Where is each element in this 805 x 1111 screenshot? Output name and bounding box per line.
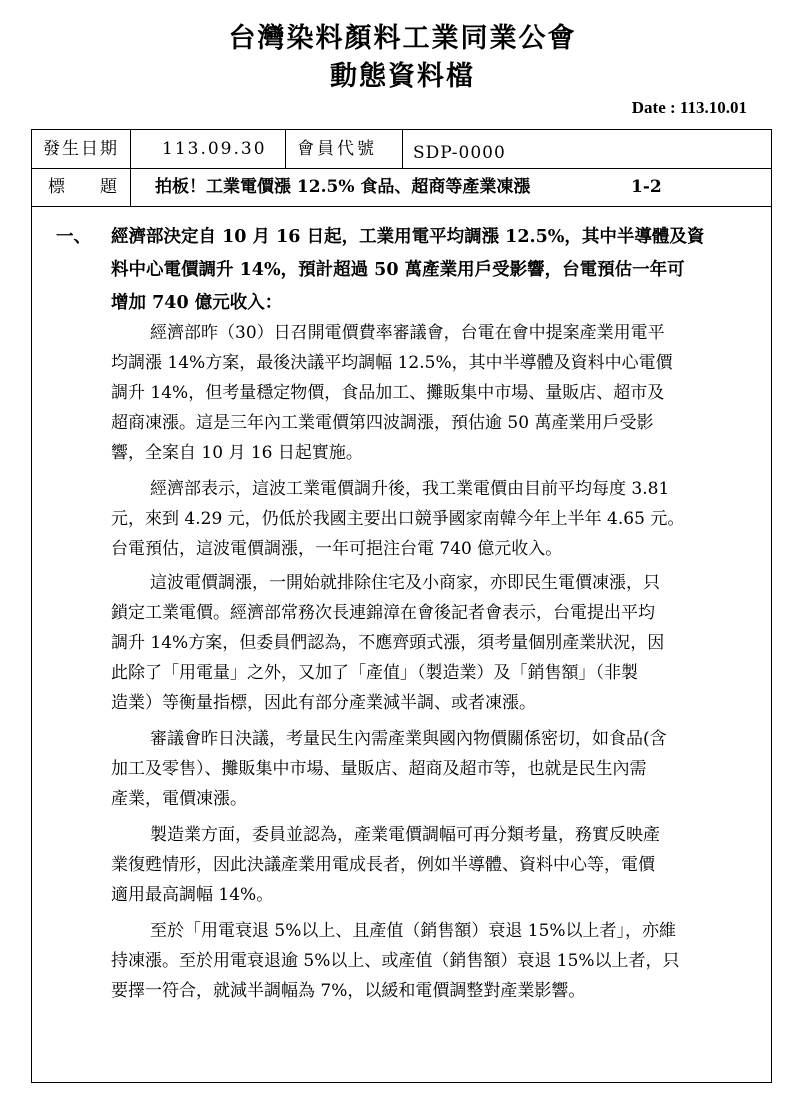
paragraph-line: 均調漲 14%方案，最後決議平均調幅 12.5%，其中半導體及資料中心電價: [111, 353, 673, 373]
table-row-divider: [32, 168, 771, 169]
paragraph-line: 響，全案自 10 月 16 日起實施。: [111, 443, 363, 463]
paragraph-line: 持凍漲。至於用電衰退逾 5%以上、或產值（銷售額）衰退 15%以上者，只: [111, 951, 680, 971]
table-column-divider: [285, 130, 286, 168]
paragraph-line: 此除了「用電量」之外，又加了「產值」（製造業）及「銷售額」（非製: [111, 663, 638, 683]
page-title: 台灣染料顏料工業同業公會: [228, 23, 577, 54]
paragraph-line: 業復甦情形，因此決議產業用電成長者，例如半導體、資料中心等，電價: [111, 855, 655, 875]
paragraph-line: 調升 14%方案，但委員們認為，不應齊頭式漲，須考量個別產業狀況，因: [111, 633, 665, 653]
subject-label-char-1: 標: [48, 177, 65, 197]
paragraph-line: 經濟部表示，這波工業電價調升後，我工業電價由目前平均每度 3.81: [150, 479, 670, 499]
subject-title: 拍板！工業電價漲 12.5% 食品、超商等產業凍漲: [155, 177, 531, 197]
heading-line: 料中心電價調升 14%，預計超過 50 萬產業用戶受影響，台電預估一年可: [111, 260, 685, 280]
table-bottom-border: [32, 206, 771, 207]
paragraph-line: 適用最高調幅 14%。: [111, 885, 274, 905]
table-column-divider: [402, 130, 403, 168]
paragraph-line: 鎖定工業電價。經濟部常務次長連錦漳在會後記者會表示，台電提出平均: [111, 603, 655, 623]
page-subtitle: 動態資料檔: [330, 61, 475, 92]
document-date: Date : 113.10.01: [631, 98, 747, 117]
paragraph-line: 製造業方面，委員並認為，產業電價調幅可再分類考量，務實反映產: [150, 825, 660, 845]
heading-line: 增加 740 億元收入：: [111, 293, 283, 313]
heading-marker: 一、: [56, 227, 91, 247]
heading-line: 經濟部決定自 10 月 16 日起，工業用電平均調漲 12.5%，其中半導體及資: [111, 227, 705, 247]
paragraph-line: 造業）等衡量指標，因此有部分產業減半調、或者凍漲。: [111, 693, 536, 713]
subject-label-char-2: 題: [100, 177, 117, 197]
paragraph-line: 這波電價調漲，一開始就排除住宅及小商家，亦即民生電價凍漲，只: [150, 573, 660, 593]
occurrence-date-value: 113.09.30: [162, 139, 267, 159]
member-code-label: 會員代號: [297, 139, 377, 159]
paragraph-line: 超商凍漲。這是三年內工業電價第四波調漲，預估逾 50 萬產業用戶受影: [111, 413, 654, 433]
paragraph-line: 經濟部昨（30）日召開電價費率審議會，台電在會中提案產業用電平: [150, 323, 665, 343]
subject-code: 1-2: [631, 177, 662, 197]
paragraph-line: 台電預估，這波電價調漲，一年可挹注台電 740 億元收入。: [111, 539, 563, 559]
paragraph-line: 要擇一符合，就減半調幅為 7%，以緩和電價調整對產業影響。: [111, 981, 586, 1001]
paragraph-line: 調升 14%，但考量穩定物價，食品加工、攤販集中市場、量販店、超市及: [111, 383, 665, 403]
paragraph-line: 加工及零售）、攤販集中市場、量販店、超商及超市等，也就是民生內需: [111, 759, 647, 779]
paragraph-line: 至於「用電衰退 5%以上、且產值（銷售額）衰退 15%以上者」，亦維: [150, 921, 677, 941]
paragraph-line: 元，來到 4.29 元，仍低於我國主要出口競爭國家南韓今年上半年 4.65 元。: [111, 509, 685, 529]
table-column-divider: [130, 130, 131, 206]
occurrence-date-label: 發生日期: [43, 139, 119, 159]
member-code-value: SDP-0000: [413, 143, 506, 163]
paragraph-line: 產業，電價凍漲。: [111, 789, 247, 809]
paragraph-line: 審議會昨日決議，考量民生內需產業與國內物價關係密切，如食品(含: [150, 729, 667, 749]
